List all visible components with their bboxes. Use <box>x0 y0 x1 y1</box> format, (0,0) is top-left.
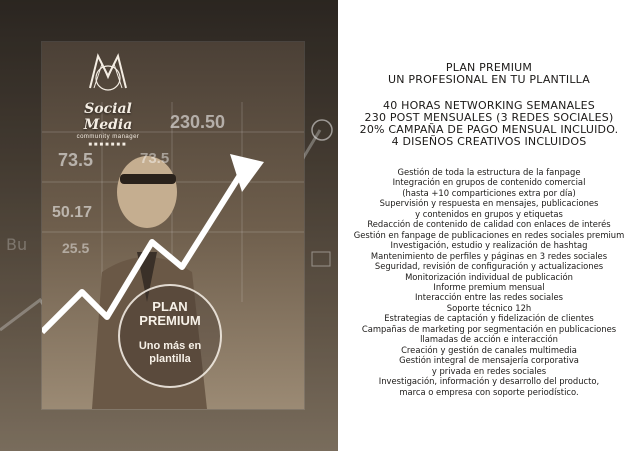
badge-title-line2: PREMIUM <box>139 313 201 328</box>
plan-title: PLAN PREMIUM <box>445 61 533 74</box>
feature-item: Monitorización individual de publicación <box>405 271 573 282</box>
feature-item: llamadas de acción e interacción <box>420 334 558 345</box>
feature-item: Gestión integral de mensajería corporativa <box>399 355 579 366</box>
feature-item: Campañas de marketing por segmentación en publicaciones <box>361 323 617 334</box>
stock-number: 73.5 <box>58 150 94 170</box>
feature-item: y contenidos en grupos y etiquetas <box>415 208 563 219</box>
feature-item: Gestión en fanpage de publicaciones en redes sociales premium <box>353 229 625 240</box>
feature-item: Investigación, información y desarrollo del producto, <box>378 376 600 387</box>
feature-item: Mantenimiento de perfiles y páginas en 3 redes sociales <box>370 250 608 261</box>
highlight-item: 230 POST MENSUALES (3 REDES SOCIALES) <box>364 111 614 124</box>
feature-item: Supervisión y respuesta en mensajes, publicaciones <box>379 198 599 209</box>
badge-subtitle-line1: Uno más en <box>138 340 202 352</box>
social-icons-row: ■■■■■■■ <box>88 142 128 148</box>
stock-number: 25.5 <box>62 240 90 256</box>
logo-mark-icon <box>84 48 132 94</box>
badge-subtitle-line2: plantilla <box>149 353 191 365</box>
stock-number: 73.5 <box>140 150 170 167</box>
feature-item: Gestión de toda la estructura de la fanpage <box>397 167 581 177</box>
plan-details <box>338 0 640 451</box>
feature-item: Soporte técnico 12h <box>446 302 532 313</box>
svg-text:Bu: Bu <box>6 235 28 254</box>
highlight-item: 4 DISEÑOS CREATIVOS INCLUIDOS <box>391 135 587 148</box>
plan-badge <box>118 284 222 388</box>
feature-item: Estrategias de captación y fidelización de clientes <box>384 313 594 324</box>
feature-item: Investigación, estudio y realización de hashtag <box>390 240 588 251</box>
brand-logo <box>58 48 158 148</box>
feature-item: Seguridad, revisión de configuración y actualizaciones <box>374 261 604 272</box>
stock-number: 230.50 <box>170 112 226 132</box>
features-list <box>338 167 640 397</box>
feature-item: Creación y gestión de canales multimedia <box>401 344 577 355</box>
stock-number: 50.17 <box>52 204 93 221</box>
highlight-item: 40 HORAS NETWORKING SEMANALES <box>383 99 595 112</box>
feature-item: Interacción entre las redes sociales <box>414 292 564 303</box>
brand-tagline: community manager <box>76 134 140 140</box>
feature-item: marca o empresa con soporte periodístico. <box>399 386 579 397</box>
feature-item: (hasta +10 comparticiones extra por día) <box>402 187 576 198</box>
plan-subtitle: UN PROFESIONAL EN TU PLANTILLA <box>388 73 590 86</box>
feature-item: Integración en grupos de contenido comercial <box>392 177 586 188</box>
feature-item: y privada en redes sociales <box>431 365 547 376</box>
badge-title-line1: PLAN <box>152 299 188 314</box>
highlight-item: 20% CAMPAÑA DE PAGO MENSUAL INCLUIDO. <box>359 123 619 136</box>
feature-item: Redacción de contenido de calidad con enlaces de interés <box>367 219 611 230</box>
brand-name: Social Media <box>83 101 133 133</box>
feature-item: Informe premium mensual <box>433 281 545 292</box>
